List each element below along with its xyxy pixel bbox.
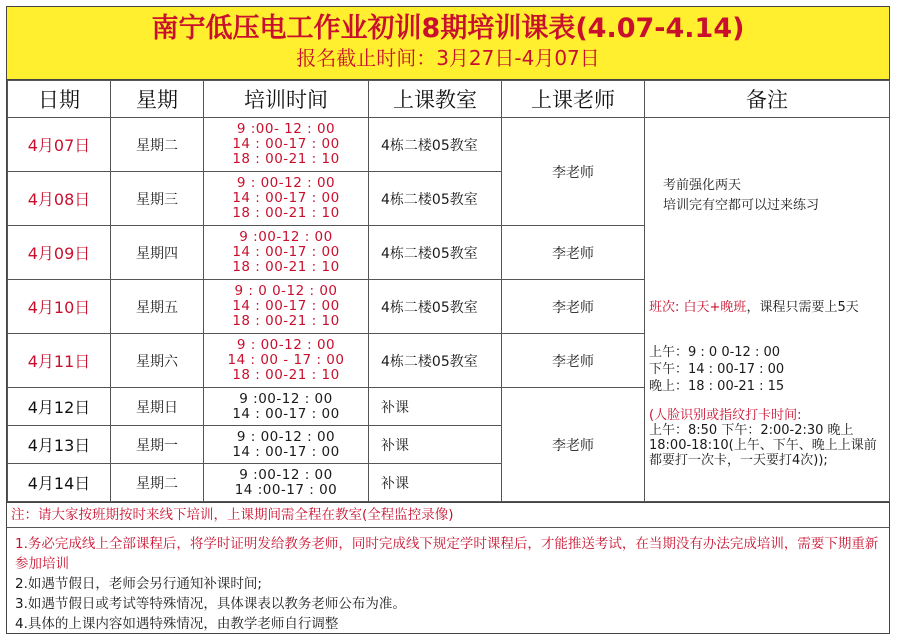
time-slot: 9 : 00-12 : 00 bbox=[236, 428, 336, 445]
class-rest: ，课程只需要上5天 bbox=[746, 300, 859, 315]
row-times bbox=[204, 226, 369, 280]
time-slot: 18 : 00-21 : 10 bbox=[232, 151, 340, 167]
hours-evening: 晚上：18 : 00-21 : 15 bbox=[649, 379, 785, 394]
checkin-title: (人脸识别或指纹打卡时间: bbox=[649, 408, 802, 423]
table-header-row bbox=[8, 81, 890, 118]
time-slot: 9 :00-12 : 00 bbox=[239, 229, 333, 245]
time-slot: 18 : 00-21 : 10 bbox=[232, 259, 340, 275]
notes-line2: 培训完有空都可以过来练习 bbox=[663, 198, 820, 213]
page-title: 南宁低压电工作业初训8期培训课表(4.07-4.14) bbox=[151, 13, 745, 44]
footer-item-2: 2.如遇节假日，老师会另行通知补课时间; bbox=[15, 576, 262, 592]
time-slot: 18 : 00-21 : 10 bbox=[232, 205, 340, 221]
row-room: 4栋二楼05教室 bbox=[369, 334, 502, 388]
checkin-body: 上午：8:50 下午：2:00-2:30 晚上18:00-18:10(上午、下午、晚上上课前都要打一次卡，一天要打4次)); bbox=[649, 423, 877, 468]
time-slot: 18 : 00-21 : 10 bbox=[232, 313, 340, 329]
footer-item-1 bbox=[15, 534, 883, 574]
row-weekday: 星期二 bbox=[111, 464, 204, 502]
row-room: 4栋二楼05教室 bbox=[369, 172, 502, 226]
notes-line1: 考前强化两天 bbox=[663, 178, 742, 193]
row-weekday: 星期四 bbox=[111, 226, 204, 280]
row-date: 4月07日 bbox=[8, 118, 111, 172]
footer-item-1b: 当期没有办法完成培训，需要下期重新参加培训 bbox=[15, 536, 879, 572]
time-slot: 9 :00-12 : 00 bbox=[239, 390, 333, 407]
time-slot: 9 :00-12 : 00 bbox=[239, 466, 333, 483]
footer-items bbox=[7, 528, 889, 634]
notes-hours bbox=[649, 344, 784, 395]
footer-item-3: 3.如遇节假日或考试等特殊情况，具体课表以教务老师公布为准。 bbox=[15, 596, 406, 612]
row-room: 补课 bbox=[369, 464, 502, 502]
row-times bbox=[204, 280, 369, 334]
row-times bbox=[204, 426, 369, 464]
col-date: 日期 bbox=[8, 81, 111, 118]
registration-deadline: 报名截止时间：3月27日-4月07日 bbox=[296, 46, 600, 70]
time-slot: 14 : 00-17 : 00 bbox=[232, 136, 340, 152]
time-slot: 18 : 00-21 : 10 bbox=[232, 367, 340, 383]
time-slot: 9 : 0 0-12 : 00 bbox=[234, 283, 338, 299]
time-slot: 14 : 00-17 : 00 bbox=[232, 298, 340, 314]
class-label: 班次: bbox=[649, 300, 680, 315]
footer-item-4: 4.具体的上课内容如遇特殊情况，由教学老师自行调整 bbox=[15, 616, 339, 632]
row-weekday: 星期三 bbox=[111, 172, 204, 226]
col-weekday: 星期 bbox=[111, 81, 204, 118]
schedule-sheet bbox=[6, 6, 890, 634]
time-slot: 14 : 00-17 : 00 bbox=[232, 190, 340, 206]
row-times bbox=[204, 172, 369, 226]
row-date: 4月14日 bbox=[8, 464, 111, 502]
row-room: 4栋二楼05教室 bbox=[369, 226, 502, 280]
teacher-cell: 李老师 bbox=[502, 280, 645, 334]
col-time: 培训时间 bbox=[204, 81, 369, 118]
teacher-cell: 李老师 bbox=[502, 388, 645, 502]
notes-cell bbox=[645, 118, 890, 502]
row-room: 补课 bbox=[369, 426, 502, 464]
row-room: 4栋二楼05教室 bbox=[369, 280, 502, 334]
notes-intensive bbox=[663, 176, 819, 216]
row-weekday: 星期五 bbox=[111, 280, 204, 334]
teacher-cell: 李老师 bbox=[502, 226, 645, 280]
time-slot: 9 : 00-12 : 00 bbox=[236, 337, 336, 353]
attendance-note: 注：请大家按班期按时来线下培训，上课期间需全程在教室(全程监控录像) bbox=[7, 503, 889, 528]
time-slot: 14 : 00 - 17 : 00 bbox=[227, 352, 345, 368]
col-teacher: 上课老师 bbox=[502, 81, 645, 118]
hours-am: 上午：9 : 0 0-12 : 00 bbox=[649, 345, 781, 360]
teacher-cell: 李老师 bbox=[502, 334, 645, 388]
row-date: 4月10日 bbox=[8, 280, 111, 334]
row-date: 4月13日 bbox=[8, 426, 111, 464]
row-date: 4月12日 bbox=[8, 388, 111, 426]
row-weekday: 星期一 bbox=[111, 426, 204, 464]
row-weekday: 星期六 bbox=[111, 334, 204, 388]
row-times bbox=[204, 334, 369, 388]
row-times bbox=[204, 464, 369, 502]
time-slot: 14 : 00-17 : 00 bbox=[232, 443, 340, 460]
footer-item-1a: 1.务必完成线上全部课程后，将学时证明发给教务老师，同时完成线下规定学时课程后，才能推送考试，在 bbox=[15, 536, 649, 552]
col-room: 上课教室 bbox=[369, 81, 502, 118]
row-times bbox=[204, 388, 369, 426]
footer-notes bbox=[7, 502, 889, 634]
time-slot: 14 : 00-17 : 00 bbox=[232, 405, 340, 422]
time-slot: 9 : 00-12 : 00 bbox=[236, 175, 336, 191]
row-date: 4月09日 bbox=[8, 226, 111, 280]
row-date: 4月11日 bbox=[8, 334, 111, 388]
time-slot: 14 :00-17 : 00 bbox=[234, 481, 338, 498]
row-date: 4月08日 bbox=[8, 172, 111, 226]
table-row bbox=[8, 118, 890, 172]
notes-class-type bbox=[649, 298, 859, 317]
row-weekday: 星期日 bbox=[111, 388, 204, 426]
col-notes: 备注 bbox=[645, 81, 890, 118]
row-weekday: 星期二 bbox=[111, 118, 204, 172]
row-room: 4栋二楼05教室 bbox=[369, 118, 502, 172]
row-room: 补课 bbox=[369, 388, 502, 426]
time-slot: 9 :00- 12 : 00 bbox=[236, 121, 336, 137]
header-banner bbox=[7, 7, 889, 80]
time-slot: 14 : 00-17 : 00 bbox=[232, 244, 340, 260]
notes-checkin bbox=[649, 408, 889, 468]
schedule-table bbox=[7, 80, 890, 502]
class-value: 白天+晚班 bbox=[683, 300, 747, 315]
teacher-cell: 李老师 bbox=[502, 118, 645, 226]
hours-pm: 下午：14 : 00-17 : 00 bbox=[649, 362, 785, 377]
row-times bbox=[204, 118, 369, 172]
